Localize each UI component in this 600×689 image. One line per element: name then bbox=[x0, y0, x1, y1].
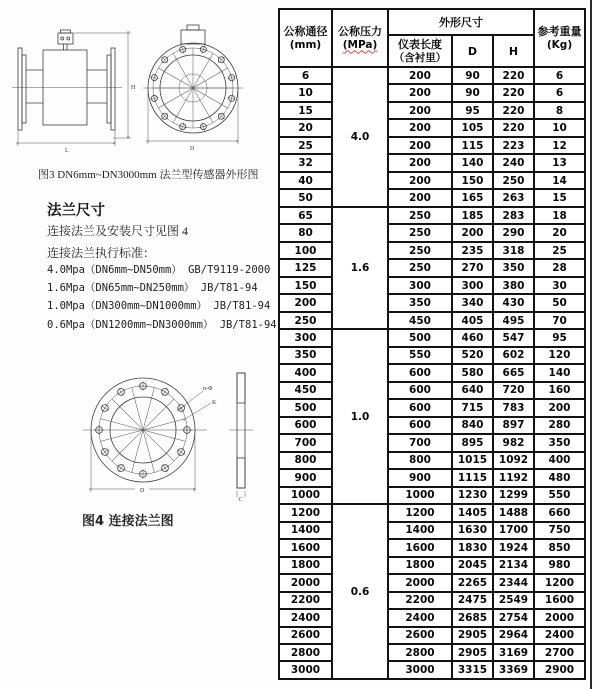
cell-length: 2200 bbox=[388, 592, 452, 609]
cell-length: 600 bbox=[388, 382, 452, 399]
table-row bbox=[279, 207, 585, 224]
cell-weight: 200 bbox=[534, 399, 585, 416]
standard-line: 1.0Mpa（DN300mm~DN1000mm） JB/T81-94 bbox=[47, 300, 271, 313]
table-row bbox=[279, 661, 585, 679]
table-body bbox=[279, 67, 585, 679]
cell-D: 1015 bbox=[452, 452, 493, 469]
cell-weight: 980 bbox=[534, 557, 585, 574]
cell-weight: 50 bbox=[534, 294, 585, 311]
label-bolt-holes: n-Φ bbox=[203, 386, 213, 392]
dim-label-L: L bbox=[65, 148, 69, 154]
cell-length: 1200 bbox=[388, 504, 452, 521]
cell-H: 1700 bbox=[493, 522, 534, 539]
table-row bbox=[279, 294, 585, 311]
cell-H: 2134 bbox=[493, 557, 534, 574]
table-row bbox=[279, 102, 585, 119]
cell-length: 800 bbox=[388, 452, 452, 469]
cell-H: 290 bbox=[493, 224, 534, 241]
cell-H: 547 bbox=[493, 329, 534, 346]
cell-weight: 280 bbox=[534, 417, 585, 434]
header-length-sub: （含衬里） bbox=[393, 51, 447, 64]
cell-diameter: 200 bbox=[279, 294, 332, 311]
table-row bbox=[279, 224, 585, 241]
cell-H: 220 bbox=[493, 119, 534, 136]
cell-diameter: 3000 bbox=[279, 661, 332, 679]
cell-diameter: 2200 bbox=[279, 592, 332, 609]
table-row bbox=[279, 539, 585, 556]
cell-D: 235 bbox=[452, 242, 493, 259]
cell-length: 200 bbox=[388, 154, 452, 171]
cell-length: 1800 bbox=[388, 557, 452, 574]
cell-length: 450 bbox=[388, 312, 452, 329]
header-length bbox=[388, 35, 452, 67]
cell-weight: 14 bbox=[534, 172, 585, 189]
cell-weight: 2000 bbox=[534, 609, 585, 626]
table-row bbox=[279, 329, 585, 346]
cell-diameter: 600 bbox=[279, 417, 332, 434]
cell-D: 2685 bbox=[452, 609, 493, 626]
cell-length: 200 bbox=[388, 137, 452, 154]
table-row bbox=[279, 119, 585, 136]
cell-pressure: 0.6 bbox=[332, 504, 388, 679]
table-row bbox=[279, 242, 585, 259]
cell-weight: 550 bbox=[534, 487, 585, 504]
cell-weight: 28 bbox=[534, 259, 585, 276]
table-row bbox=[279, 487, 585, 504]
cell-D: 520 bbox=[452, 347, 493, 364]
cell-length: 300 bbox=[388, 277, 452, 294]
header-weight bbox=[534, 9, 585, 67]
cell-diameter: 80 bbox=[279, 224, 332, 241]
intro-line-2: 连接法兰执行标准： bbox=[47, 246, 156, 260]
cell-D: 460 bbox=[452, 329, 493, 346]
dim-label-C: C bbox=[238, 497, 243, 503]
cell-length: 250 bbox=[388, 242, 452, 259]
cell-D: 200 bbox=[452, 224, 493, 241]
cell-H: 2754 bbox=[493, 609, 534, 626]
cell-weight: 8 bbox=[534, 102, 585, 119]
cell-diameter: 125 bbox=[279, 259, 332, 276]
dimension-table bbox=[278, 8, 586, 680]
label-bolt-circle: K bbox=[212, 400, 217, 406]
dim-label-H: H bbox=[131, 85, 136, 91]
cell-weight: 1200 bbox=[534, 574, 585, 591]
cell-H: 220 bbox=[493, 84, 534, 101]
cell-H: 897 bbox=[493, 417, 534, 434]
cell-weight: 6 bbox=[534, 67, 585, 84]
cell-weight: 18 bbox=[534, 207, 585, 224]
cell-H: 1299 bbox=[493, 487, 534, 504]
cell-D: 405 bbox=[452, 312, 493, 329]
cell-D: 115 bbox=[452, 137, 493, 154]
cell-H: 250 bbox=[493, 172, 534, 189]
table-row bbox=[279, 417, 585, 434]
cell-weight: 25 bbox=[534, 242, 585, 259]
cell-D: 1630 bbox=[452, 522, 493, 539]
table-row bbox=[279, 452, 585, 469]
table-row bbox=[279, 574, 585, 591]
cell-weight: 70 bbox=[534, 312, 585, 329]
cell-D: 90 bbox=[452, 67, 493, 84]
cell-diameter: 32 bbox=[279, 154, 332, 171]
table-row bbox=[279, 557, 585, 574]
cell-weight: 400 bbox=[534, 452, 585, 469]
table-row bbox=[279, 84, 585, 101]
cell-diameter: 2400 bbox=[279, 609, 332, 626]
intro-line-1: 连接法兰及安装尺寸见图 4 bbox=[47, 224, 189, 238]
table-row bbox=[279, 277, 585, 294]
cell-diameter: 1800 bbox=[279, 557, 332, 574]
cell-weight: 30 bbox=[534, 277, 585, 294]
cell-diameter: 10 bbox=[279, 84, 332, 101]
cell-diameter: 2000 bbox=[279, 574, 332, 591]
cell-D: 165 bbox=[452, 189, 493, 206]
table-row bbox=[279, 627, 585, 644]
cell-diameter: 2600 bbox=[279, 627, 332, 644]
cell-diameter: 800 bbox=[279, 452, 332, 469]
standard-line: 4.0Mpa（DN6mm~DN50mm） GB/T9119-2000 bbox=[47, 264, 271, 276]
cell-H: 240 bbox=[493, 154, 534, 171]
cell-H: 665 bbox=[493, 364, 534, 381]
cell-D: 1230 bbox=[452, 487, 493, 504]
cell-D: 1405 bbox=[452, 504, 493, 521]
cell-length: 550 bbox=[388, 347, 452, 364]
cell-length: 2000 bbox=[388, 574, 452, 591]
cell-H: 495 bbox=[493, 312, 534, 329]
cell-diameter: 700 bbox=[279, 434, 332, 451]
table-row bbox=[279, 504, 585, 521]
cell-H: 982 bbox=[493, 434, 534, 451]
cell-D: 90 bbox=[452, 84, 493, 101]
cell-D: 2905 bbox=[452, 644, 493, 661]
page-edge-line bbox=[590, 0, 592, 689]
table-row bbox=[279, 259, 585, 276]
cell-weight: 13 bbox=[534, 154, 585, 171]
standard-line: 0.6Mpa（DN1200mm~DN3000mm） JB/T81-94 bbox=[47, 318, 277, 331]
cell-length: 350 bbox=[388, 294, 452, 311]
cell-diameter: 50 bbox=[279, 189, 332, 206]
cell-diameter: 250 bbox=[279, 312, 332, 329]
cell-weight: 480 bbox=[534, 469, 585, 486]
cell-H: 1092 bbox=[493, 452, 534, 469]
cell-D: 2905 bbox=[452, 627, 493, 644]
cell-D: 3315 bbox=[452, 661, 493, 679]
cell-H: 720 bbox=[493, 382, 534, 399]
cell-H: 1924 bbox=[493, 539, 534, 556]
cell-length: 2600 bbox=[388, 627, 452, 644]
cell-H: 2964 bbox=[493, 627, 534, 644]
cell-length: 900 bbox=[388, 469, 452, 486]
cell-H: 220 bbox=[493, 102, 534, 119]
cell-weight: 2900 bbox=[534, 661, 585, 679]
table-row bbox=[279, 399, 585, 416]
table-row bbox=[279, 189, 585, 206]
cell-H: 3169 bbox=[493, 644, 534, 661]
cell-length: 600 bbox=[388, 417, 452, 434]
cell-H: 350 bbox=[493, 259, 534, 276]
cell-H: 2344 bbox=[493, 574, 534, 591]
header-weight-title: 参考重量 bbox=[537, 24, 582, 38]
cell-H: 263 bbox=[493, 189, 534, 206]
cell-diameter: 350 bbox=[279, 347, 332, 364]
cell-weight: 850 bbox=[534, 539, 585, 556]
cell-length: 500 bbox=[388, 329, 452, 346]
cell-diameter: 6 bbox=[279, 67, 332, 84]
table-row bbox=[279, 469, 585, 486]
cell-weight: 660 bbox=[534, 504, 585, 521]
cell-length: 1000 bbox=[388, 487, 452, 504]
table-row bbox=[279, 137, 585, 154]
cell-weight: 350 bbox=[534, 434, 585, 451]
cell-weight: 1600 bbox=[534, 592, 585, 609]
cell-D: 640 bbox=[452, 382, 493, 399]
cell-diameter: 1400 bbox=[279, 522, 332, 539]
header-pressure-unit: (MPa) bbox=[342, 38, 378, 51]
cell-D: 340 bbox=[452, 294, 493, 311]
cell-length: 700 bbox=[388, 434, 452, 451]
cell-H: 380 bbox=[493, 277, 534, 294]
cell-pressure: 4.0 bbox=[332, 67, 388, 207]
cell-weight: 750 bbox=[534, 522, 585, 539]
cell-diameter: 450 bbox=[279, 382, 332, 399]
table-row bbox=[279, 347, 585, 364]
cell-diameter: 65 bbox=[279, 207, 332, 224]
table-row bbox=[279, 312, 585, 329]
cell-diameter: 300 bbox=[279, 329, 332, 346]
header-length-title: 仪表长度 bbox=[398, 37, 442, 51]
cell-diameter: 100 bbox=[279, 242, 332, 259]
cell-D: 2045 bbox=[452, 557, 493, 574]
header-weight-unit: (Kg) bbox=[546, 38, 573, 51]
cell-diameter: 20 bbox=[279, 119, 332, 136]
cell-length: 1600 bbox=[388, 539, 452, 556]
figure3-caption: 图3 DN6mm~DN3000mm 法兰型传感器外形图 bbox=[38, 169, 259, 181]
cell-length: 200 bbox=[388, 67, 452, 84]
header-diameter-unit: (mm) bbox=[289, 38, 322, 51]
cell-D: 105 bbox=[452, 119, 493, 136]
cell-H: 1192 bbox=[493, 469, 534, 486]
cell-diameter: 40 bbox=[279, 172, 332, 189]
standard-line: 1.6Mpa（DN65mm~DN250mm） JB/T81-94 bbox=[47, 282, 258, 295]
table-row bbox=[279, 364, 585, 381]
header-pressure-title: 公称压力 bbox=[338, 24, 382, 38]
cell-H: 223 bbox=[493, 137, 534, 154]
cell-diameter: 500 bbox=[279, 399, 332, 416]
header-pressure bbox=[332, 9, 388, 67]
figure3-drawing bbox=[10, 8, 265, 160]
cell-diameter: 15 bbox=[279, 102, 332, 119]
table-row bbox=[279, 154, 585, 171]
table-row bbox=[279, 592, 585, 609]
cell-D: 270 bbox=[452, 259, 493, 276]
cell-length: 200 bbox=[388, 189, 452, 206]
cell-H: 220 bbox=[493, 67, 534, 84]
table-row bbox=[279, 434, 585, 451]
cell-D: 840 bbox=[452, 417, 493, 434]
cell-pressure: 1.6 bbox=[332, 207, 388, 329]
cell-D: 140 bbox=[452, 154, 493, 171]
cell-D: 2265 bbox=[452, 574, 493, 591]
cell-D: 895 bbox=[452, 434, 493, 451]
cell-diameter: 2800 bbox=[279, 644, 332, 661]
table-header bbox=[279, 9, 585, 67]
cell-diameter: 1000 bbox=[279, 487, 332, 504]
header-diameter bbox=[279, 9, 332, 67]
cell-weight: 140 bbox=[534, 364, 585, 381]
cell-diameter: 900 bbox=[279, 469, 332, 486]
figure4-drawing bbox=[55, 360, 265, 510]
cell-D: 1115 bbox=[452, 469, 493, 486]
cell-H: 283 bbox=[493, 207, 534, 224]
header-diameter-title: 公称通径 bbox=[283, 24, 328, 38]
cell-D: 1830 bbox=[452, 539, 493, 556]
cell-H: 3369 bbox=[493, 661, 534, 679]
cell-weight: 2400 bbox=[534, 627, 585, 644]
cell-length: 250 bbox=[388, 207, 452, 224]
header-H: H bbox=[493, 35, 534, 67]
table-row bbox=[279, 609, 585, 626]
cell-weight: 12 bbox=[534, 137, 585, 154]
cell-D: 715 bbox=[452, 399, 493, 416]
header-D: D bbox=[452, 35, 493, 67]
cell-D: 580 bbox=[452, 364, 493, 381]
cell-D: 300 bbox=[452, 277, 493, 294]
cell-diameter: 1600 bbox=[279, 539, 332, 556]
cell-weight: 10 bbox=[534, 119, 585, 136]
cell-length: 600 bbox=[388, 399, 452, 416]
cell-D: 185 bbox=[452, 207, 493, 224]
dim-label-D: D bbox=[140, 488, 145, 494]
cell-length: 200 bbox=[388, 102, 452, 119]
section-title: 法兰尺寸 bbox=[47, 203, 105, 219]
cell-D: 2475 bbox=[452, 592, 493, 609]
cell-H: 602 bbox=[493, 347, 534, 364]
header-dimensions: 外形尺寸 bbox=[388, 9, 534, 35]
cell-D: 95 bbox=[452, 102, 493, 119]
cell-weight: 95 bbox=[534, 329, 585, 346]
table-row bbox=[279, 67, 585, 84]
table-row bbox=[279, 172, 585, 189]
cell-length: 200 bbox=[388, 84, 452, 101]
cell-length: 2800 bbox=[388, 644, 452, 661]
cell-weight: 20 bbox=[534, 224, 585, 241]
cell-H: 430 bbox=[493, 294, 534, 311]
cell-H: 2549 bbox=[493, 592, 534, 609]
cell-length: 600 bbox=[388, 364, 452, 381]
cell-length: 250 bbox=[388, 259, 452, 276]
cell-length: 200 bbox=[388, 119, 452, 136]
cell-diameter: 25 bbox=[279, 137, 332, 154]
cell-weight: 2700 bbox=[534, 644, 585, 661]
cell-diameter: 1200 bbox=[279, 504, 332, 521]
cell-weight: 15 bbox=[534, 189, 585, 206]
cell-H: 1488 bbox=[493, 504, 534, 521]
cell-diameter: 150 bbox=[279, 277, 332, 294]
dim-label-D: D bbox=[190, 146, 195, 152]
flange-standards-list bbox=[47, 261, 277, 334]
figure4-caption: 图4 连接法兰图 bbox=[82, 514, 174, 529]
table-row bbox=[279, 644, 585, 661]
cell-pressure: 1.0 bbox=[332, 329, 388, 504]
cell-length: 200 bbox=[388, 172, 452, 189]
cell-H: 783 bbox=[493, 399, 534, 416]
table-row bbox=[279, 382, 585, 399]
cell-length: 1400 bbox=[388, 522, 452, 539]
cell-length: 2400 bbox=[388, 609, 452, 626]
cell-H: 318 bbox=[493, 242, 534, 259]
cell-weight: 6 bbox=[534, 84, 585, 101]
table-row bbox=[279, 522, 585, 539]
cell-weight: 120 bbox=[534, 347, 585, 364]
cell-diameter: 400 bbox=[279, 364, 332, 381]
cell-weight: 160 bbox=[534, 382, 585, 399]
cell-length: 250 bbox=[388, 224, 452, 241]
cell-length: 3000 bbox=[388, 661, 452, 679]
cell-D: 150 bbox=[452, 172, 493, 189]
